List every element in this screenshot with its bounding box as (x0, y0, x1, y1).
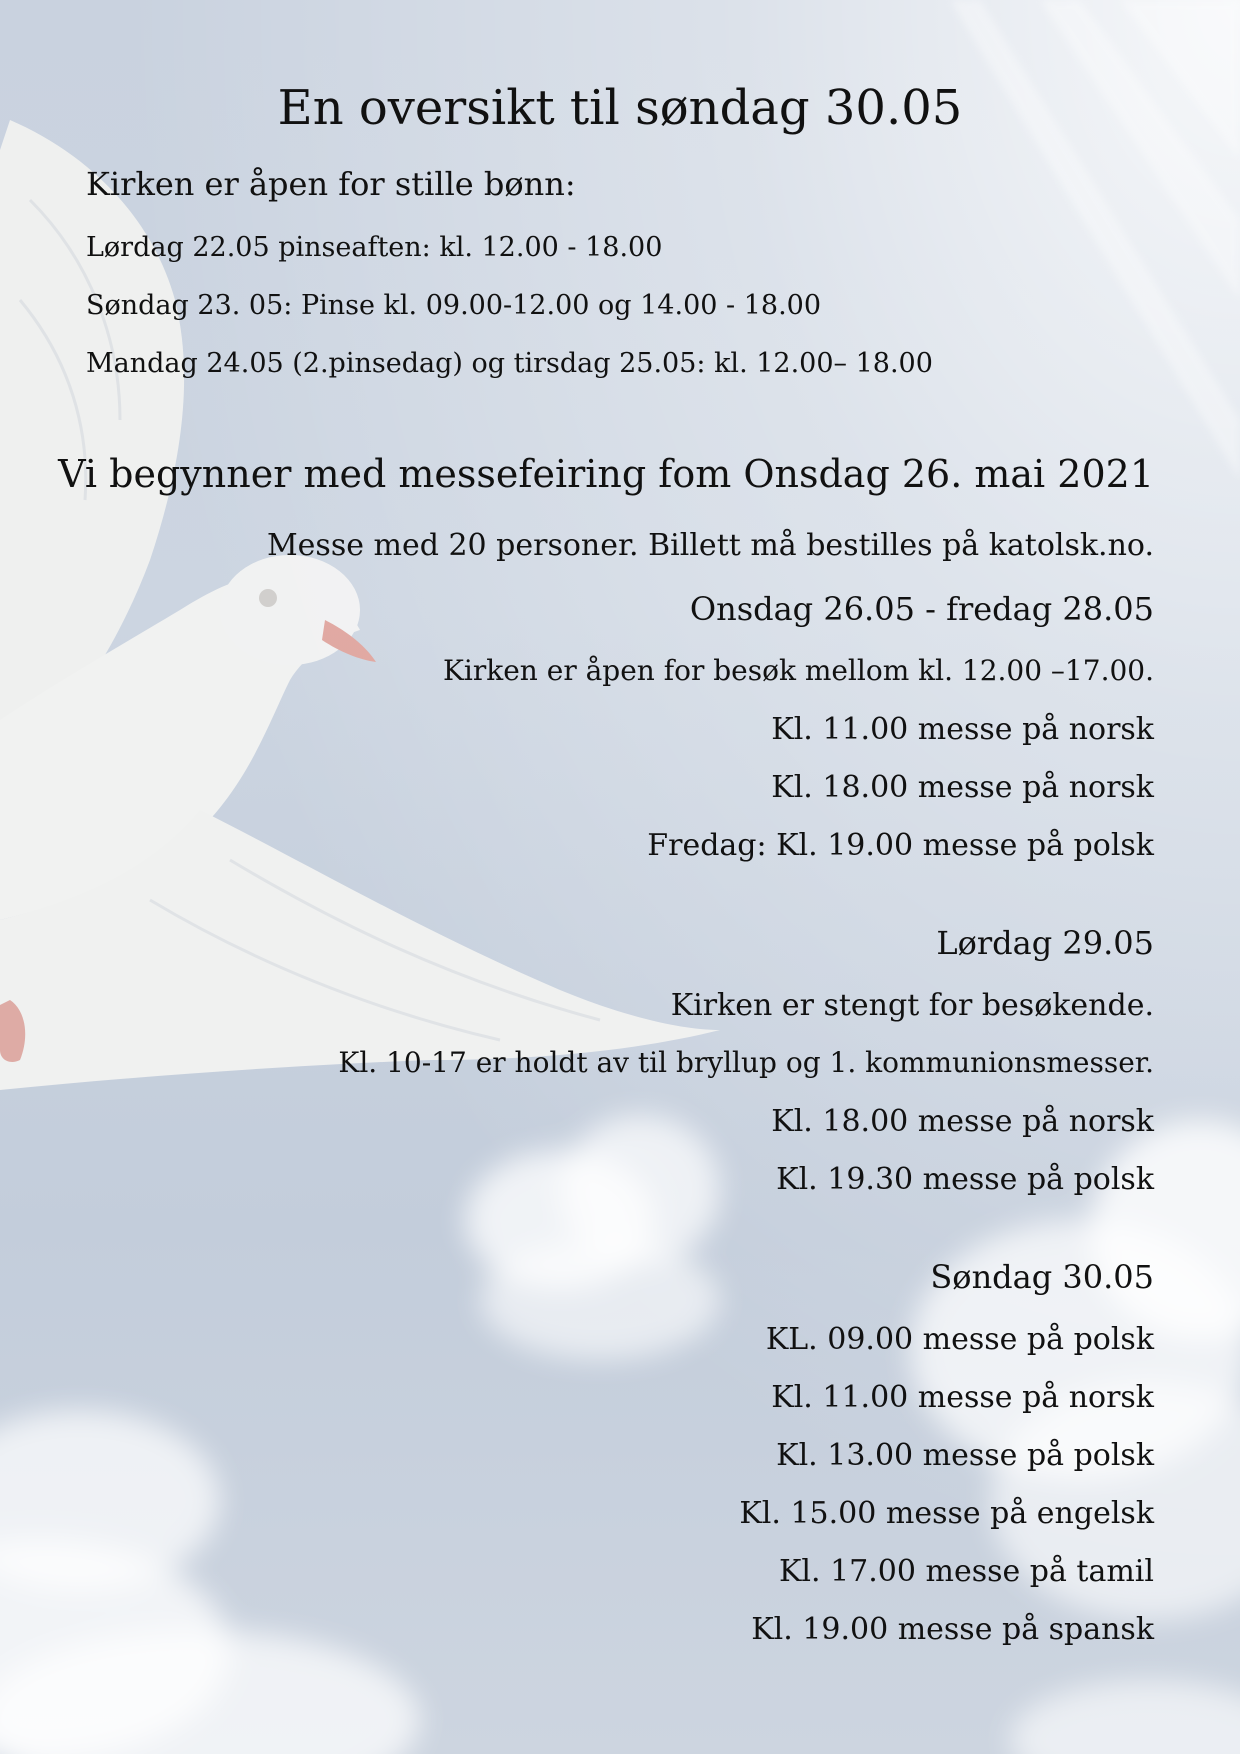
schedule-line: Kl. 19.00 messe på spansk (751, 1612, 1154, 1647)
schedule-line: Kl. 18.00 messe på norsk (771, 1104, 1154, 1139)
mass-intro: Messe med 20 personer. Billett må bestilles på katolsk.no. (266, 528, 1154, 563)
saturday-title: Lørdag 29.05 (936, 924, 1154, 962)
schedule-line: Kl. 15.00 messe på engelsk (739, 1496, 1154, 1531)
page-title: En oversikt til søndag 30.05 (277, 80, 963, 136)
schedule-line: Fredag: Kl. 19.00 messe på polsk (647, 828, 1154, 863)
schedule-line: Kirken er stengt for besøkende. (670, 988, 1154, 1023)
schedule-line: Kl. 11.00 messe på norsk (771, 712, 1154, 747)
schedule-line: Kirken er åpen for besøk mellom kl. 12.00 –17.00. (443, 654, 1154, 687)
schedule-line: Kl. 11.00 messe på norsk (771, 1380, 1154, 1415)
schedule-line: Kl. 13.00 messe på polsk (776, 1438, 1154, 1473)
schedule-line: Kl. 19.30 messe på polsk (776, 1162, 1154, 1197)
prayer-heading: Kirken er åpen for stille bønn: (86, 165, 576, 203)
dove-eye (259, 589, 277, 607)
prayer-line: Søndag 23. 05: Pinse kl. 09.00-12.00 og 14.00 - 18.00 (86, 290, 822, 321)
mass-heading: Vi begynner med messefeiring fom Onsdag 26. mai 2021 (58, 452, 1154, 496)
prayer-line: Lørdag 22.05 pinseaften: kl. 12.00 - 18.00 (86, 232, 663, 263)
schedule-line: Kl. 10-17 er holdt av til bryllup og 1. kommunionsmesser. (338, 1046, 1154, 1079)
weekdays-title: Onsdag 26.05 - fredag 28.05 (689, 590, 1154, 628)
prayer-line: Mandag 24.05 (2.pinsedag) og tirsdag 25.05: kl. 12.00– 18.00 (86, 348, 933, 379)
schedule-line: KL. 09.00 messe på polsk (765, 1322, 1154, 1357)
schedule-line: Kl. 18.00 messe på norsk (771, 770, 1154, 805)
sunday-title: Søndag 30.05 (930, 1258, 1154, 1296)
schedule-line: Kl. 17.00 messe på tamil (779, 1554, 1154, 1589)
